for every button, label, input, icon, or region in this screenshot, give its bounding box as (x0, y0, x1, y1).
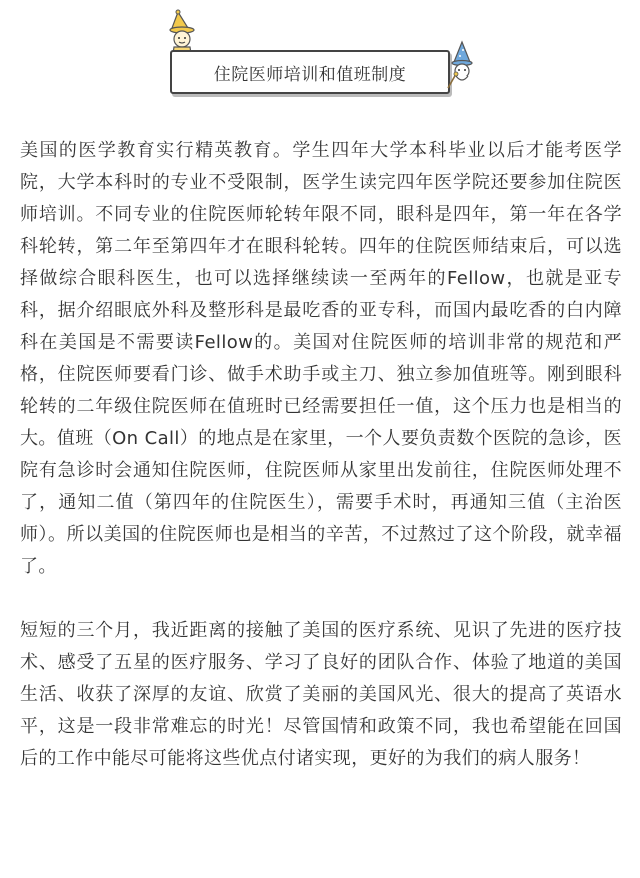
section-title: 住院医师培训和值班制度 (170, 50, 450, 94)
article-body (20, 135, 622, 775)
section-header (0, 0, 640, 110)
article-paragraph-2: 短短的三个月，我近距离的接触了美国的医疗系统、见识了先进的医疗技术、感受了五星的医疗服务、学习了良好的团队合作、体验了地道的美国生活、收获了深厚的友谊、欣赏了美丽的美国风光、很大的提高了英语水平，这是一段非常难忘的时光！尽管国情和政策不同，我也希望能在回国后的工作中能尽可能将这些优点付诸实现，更好的为我们的病人服务！ (20, 620, 622, 769)
wizard-mascot-icon (438, 40, 478, 90)
article-paragraph-1: 美国的医学教育实行精英教育。学生四年大学本科毕业以后才能考医学院，大学本科时的专业不受限制，医学生读完四年医学院还要参加住院医师培训。不同专业的住院医师轮转年限不同，眼科是四年，第一年在各学科轮转，第二年至第四年才在眼科轮转。四年的住院医师结束后，可以选择做综合眼科医生，也可以选择继续读一至两年的Fellow，也就是亚专科，据介绍眼底外科及整形科是最吃香的亚专科，而国内最吃香的白内障科在美国是不需要读Fellow的。美国对住院医师的培训非常的规范和严格，住院医师要看门诊、做手术助手或主刀、独立参加值班等。刚到眼科轮转的二年级住院医师在值班时已经需要担任一值，这个压力也是相当的大。值班（On Call）的地点是在家里，一个人要负责数个医院的急诊，医院有急诊时会通知住院医师，住院医师从家里出发前往，住院医师处理不了，通知二值（第四年的住院医生），需要手术时，再通知三值（主治医师）。所以美国的住院医师也是相当的辛苦，不过熬过了这个阶段，就幸福了。 (20, 140, 622, 577)
